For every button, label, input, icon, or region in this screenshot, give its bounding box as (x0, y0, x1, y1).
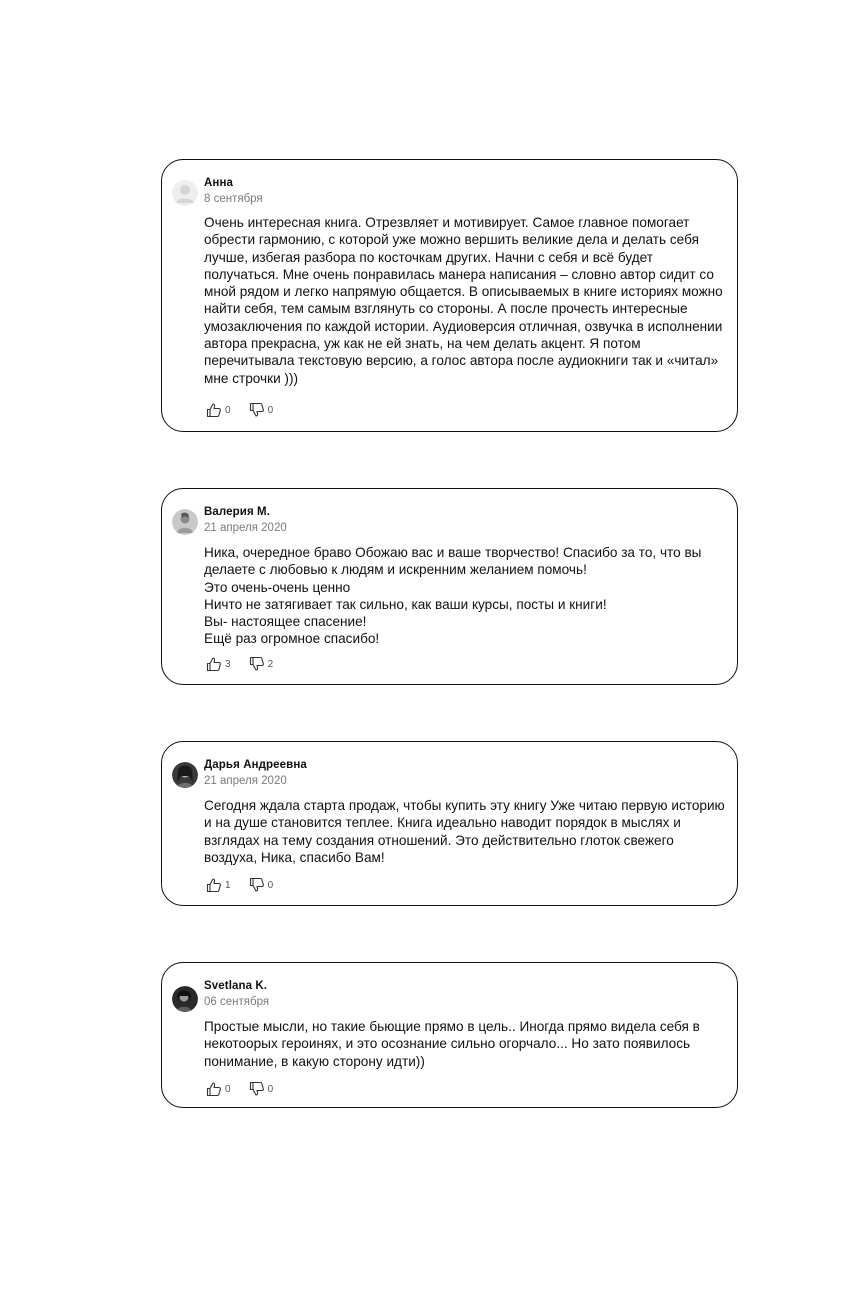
review-author[interactable]: Svetlana K. (204, 980, 268, 992)
like-button[interactable] (206, 656, 231, 672)
dislike-button[interactable] (249, 402, 274, 418)
review-date: 21 апреля 2020 (204, 775, 287, 787)
review-paragraph: Это очень-очень ценно (204, 579, 351, 595)
review-date: 8 сентября (204, 193, 263, 205)
review-paragraph: Вы- настоящее спасение! (204, 614, 367, 630)
review-text (204, 1018, 728, 1070)
avatar[interactable] (172, 509, 198, 535)
like-count: 0 (225, 404, 231, 416)
review-author[interactable]: Анна (204, 177, 233, 189)
dislike-button[interactable] (249, 656, 274, 672)
review-author[interactable]: Валерия М. (204, 506, 271, 518)
avatar[interactable] (172, 762, 198, 788)
thumbs-down-icon (249, 656, 265, 672)
review-paragraph: Очень интересная книга. Отрезвляет и мотивирует. Самое главное помогает обрести гармонию, с которой уже можно вершить великие дела и делать себя лучше, избегая разбора по косточкам других. Начни с себя и всё будет получаться. Мне очень понравилась манера написания – словно автор сидит со мной рядом и легко напрямую общается. В описываемых в книге историях можно найти себя, тем самым взглянуть со стороны. А после прочесть интересные умозаключения по каждой истории. Аудиоверсия отличная, озвучка в исполнении автора прекрасна, уж как не ей знать, на чем делать акцент. Я потом перечитывала текстовую версию, а голос автора после аудиокниги так и «читал» мне строчки ))) (204, 215, 723, 386)
like-count: 3 (225, 658, 231, 670)
avatar[interactable] (172, 986, 198, 1012)
like-button[interactable] (206, 877, 231, 893)
dislike-count: 0 (267, 404, 274, 416)
review-reactions (206, 655, 291, 673)
review-text (204, 544, 728, 648)
review-date: 21 апреля 2020 (204, 522, 287, 534)
review-card (161, 159, 738, 432)
like-count: 1 (225, 879, 231, 891)
avatar[interactable] (172, 180, 198, 206)
dislike-button[interactable] (249, 877, 274, 893)
thumbs-up-icon (206, 656, 222, 672)
review-reactions (206, 1080, 291, 1098)
thumbs-down-icon (249, 1081, 265, 1097)
review-card (161, 488, 738, 685)
like-button[interactable] (206, 402, 231, 418)
review-paragraph: Ника, очередное браво Обожаю вас и ваше творчество! Спасибо за то, что вы делаете с любовью к людям и искренним желанием помочь! (204, 545, 702, 578)
thumbs-up-icon (206, 1081, 222, 1097)
review-text (204, 797, 728, 866)
review-card (161, 962, 738, 1108)
review-paragraph: Ничто не затягивает так сильно, как ваши курсы, посты и книги! (204, 596, 607, 612)
like-count: 0 (225, 1083, 231, 1095)
like-button[interactable] (206, 1081, 231, 1097)
thumbs-down-icon (249, 877, 265, 893)
review-text (204, 214, 728, 387)
thumbs-down-icon (249, 402, 265, 418)
review-paragraph: Простые мысли, но такие бьющие прямо в цель.. Иногда прямо видела себя в некотоорых героинях, и это осознание сильно огорчало... Но зато появилось понимание, в какую сторону идти)) (204, 1019, 700, 1069)
dislike-count: 2 (267, 658, 274, 670)
review-reactions (206, 876, 291, 894)
thumbs-up-icon (206, 877, 222, 893)
review-author[interactable]: Дарья Андреевна (204, 759, 307, 771)
review-date: 06 сентября (204, 996, 270, 1008)
review-reactions (206, 401, 291, 419)
review-card (161, 741, 738, 906)
dislike-count: 0 (267, 1083, 274, 1095)
review-paragraph: Ещё раз огромное спасибо! (204, 631, 380, 647)
thumbs-up-icon (206, 402, 222, 418)
dislike-count: 0 (267, 879, 274, 891)
dislike-button[interactable] (249, 1081, 274, 1097)
review-paragraph: Сегодня ждала старта продаж, чтобы купить эту книгу Уже читаю первую историю и на душе становится теплее. Книга идеально наводит порядок в мыслях и взглядах на тему создания отношений. Это действительно глоток свежего воздуха, Ника, спасибо Вам! (204, 798, 725, 865)
